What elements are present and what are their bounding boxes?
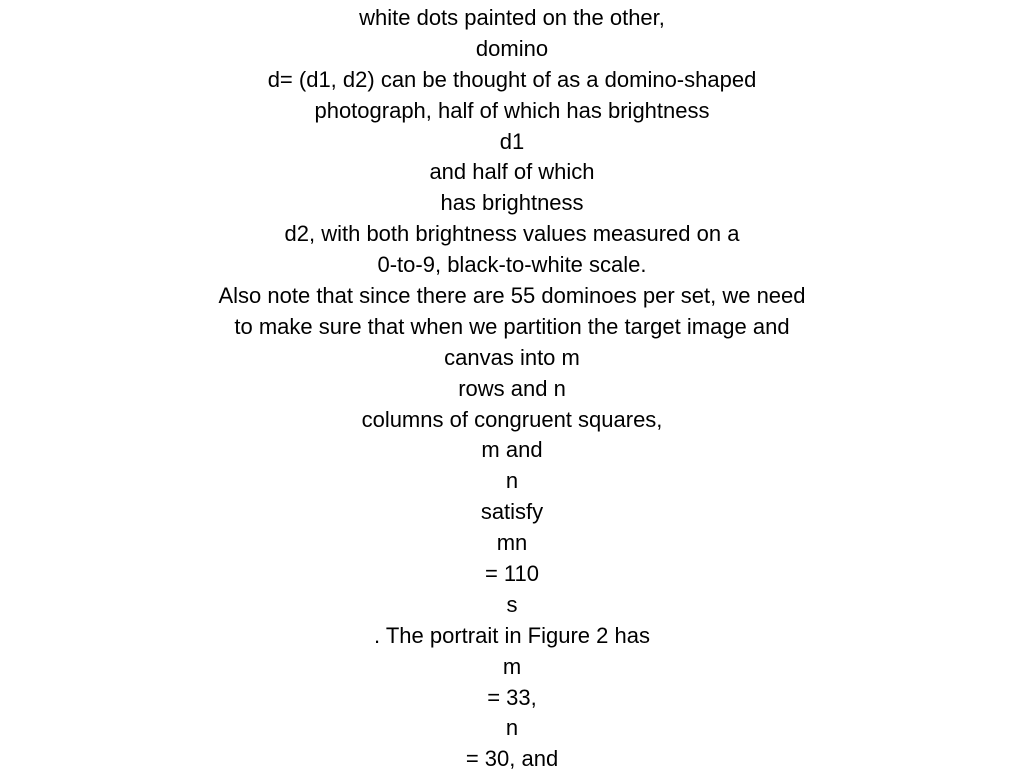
text-line: = 30, and [465, 746, 559, 772]
text-line: white dots painted on the other, [359, 5, 665, 30]
text-line: = 33, [487, 684, 537, 710]
text-line: photograph, half of which has brightness [314, 97, 710, 123]
text-line: n [505, 468, 519, 494]
text-line: and half of which [429, 159, 595, 185]
text-line: d2, with both brightness values measured on a [284, 221, 740, 247]
text-line: d= (d1, d2) can be thought of as a domino-shaped [267, 66, 757, 92]
text-line: Also note that since there are 55 dominoes per set, we need [218, 283, 806, 309]
text-line: . The portrait in Figure 2 has [374, 622, 650, 648]
text-line: 0-to-9, black-to-white scale. [377, 252, 647, 278]
text-line: d1 [499, 128, 525, 154]
text-line: canvas into m [444, 344, 580, 370]
text-line: mn [496, 530, 528, 556]
text-line: m [502, 653, 522, 679]
text-line: satisfy [480, 499, 544, 525]
text-line: domino [475, 35, 549, 61]
text-line: m and [481, 437, 543, 463]
document-text [0, 3, 1024, 775]
text-line: n [505, 715, 519, 741]
text-line: to make sure that when we partition the target image and [234, 313, 790, 339]
text-line: rows and n [458, 375, 566, 401]
text-line: s [506, 591, 518, 617]
text-line: columns of congruent squares, [361, 406, 663, 432]
text-line: has brightness [440, 190, 584, 216]
text-line: = 110 [484, 561, 540, 587]
